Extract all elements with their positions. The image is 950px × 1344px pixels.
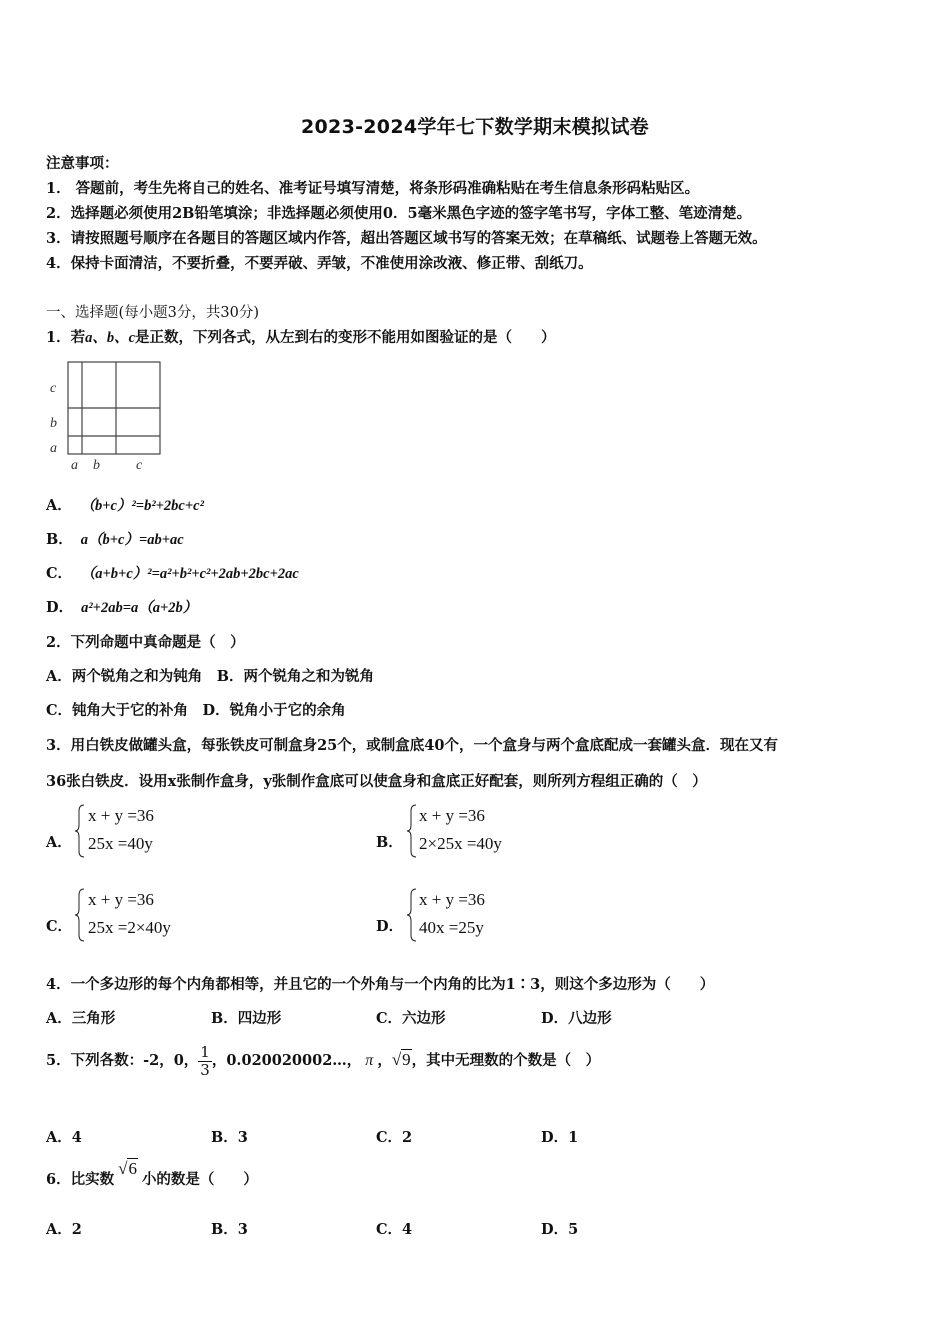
figure-label-bottom-c: c [136, 458, 143, 473]
q5-sep: ， [377, 1052, 392, 1069]
fraction-denominator: 3 [200, 1060, 210, 1079]
q3-option-b-letter[interactable]: B． [376, 834, 403, 851]
q6-sqrt: √6 [118, 1159, 137, 1178]
q5-option-a[interactable]: A．4 [46, 1129, 82, 1146]
q6-option-c[interactable]: C．4 [376, 1221, 413, 1238]
q5-pi: π [365, 1052, 374, 1069]
q3-option-d-system [419, 886, 485, 942]
q2-options-row-2[interactable]: C．钝角大于它的补角 D．锐角小于它的余角 [46, 702, 346, 719]
option-text: （b+c）²=b²+2bc+c² [87, 498, 204, 514]
q5-fraction [198, 1044, 212, 1079]
q1-vars: a、b、c [85, 330, 136, 346]
equation-1: x + y =36 [88, 806, 154, 825]
notice-item-3: 3．请按照题号顺序在各题目的答题区域内作答，超出答题区域书写的答案无效；在草稿纸、试题卷上答题无效。 [46, 230, 767, 247]
sqrt-radicand: 6 [128, 1159, 137, 1178]
q3-option-d-brace [406, 887, 418, 943]
q1-option-b[interactable] [46, 528, 184, 549]
q6-stem-pre: 6．比实数 [46, 1171, 115, 1188]
q2-options-row-1[interactable]: A．两个锐角之和为钝角 B．两个锐角之和为锐角 [46, 668, 375, 685]
q4-option-d[interactable]: D．八边形 [541, 1010, 612, 1027]
q3-option-a-brace [74, 803, 86, 859]
equation-2: 2×25x =40y [419, 834, 502, 853]
option-letter: A． [46, 497, 72, 514]
q1-square-figure [44, 356, 168, 474]
q1-option-c[interactable] [46, 562, 299, 583]
q5-stem-post: ，其中无理数的个数是（ ） [411, 1052, 601, 1069]
q5-option-c[interactable]: C．2 [376, 1129, 413, 1146]
question-4-stem: 4．一个多边形的每个内角都相等，并且它的一个外角与一个内角的比为1∶3，则这个多边形为（ ） [46, 976, 715, 993]
q3-option-d-letter[interactable]: D． [376, 918, 404, 935]
option-text: （a+b+c）²=a²+b²+c²+2ab+2bc+2ac [88, 566, 299, 582]
q6-stem-post: 小的数是（ ） [141, 1171, 258, 1188]
question-6-stem [46, 1159, 258, 1197]
q5-option-b[interactable]: B．3 [211, 1129, 248, 1146]
section-heading: 一、选择题(每小题3分，共30分) [46, 305, 259, 321]
q1-stem-post: 是正数，下列各式，从左到右的变形不能用如图验证的是（ ） [135, 329, 556, 346]
fraction-numerator: 1 [200, 1042, 210, 1061]
q4-option-a[interactable]: A．三角形 [46, 1010, 116, 1027]
question-2-stem: 2．下列命题中真命题是（ ） [46, 634, 245, 651]
q3-option-c-brace [74, 887, 86, 943]
q6-option-a[interactable]: A．2 [46, 1221, 82, 1238]
q3-option-c-system [88, 886, 171, 942]
question-3-line-2: 36张白铁皮．设用x张制作盒身，y张制作盒底可以使盒身和盒底正好配套，则所列方程组正确的（ ） [46, 773, 707, 790]
option-letter: B． [46, 531, 73, 548]
equation-2: 25x =2×40y [88, 918, 171, 937]
q3-option-b-brace [406, 803, 418, 859]
figure-label-bottom-b: b [93, 458, 100, 473]
equation-1: x + y =36 [88, 890, 154, 909]
page-title: 2023-2024学年七下数学期末模拟试卷 [301, 116, 649, 138]
q1-option-d[interactable] [46, 596, 197, 617]
equation-1: x + y =36 [419, 806, 485, 825]
option-letter: C． [46, 565, 73, 582]
equation-2: 40x =25y [419, 918, 484, 937]
q3-option-a-system [88, 802, 154, 858]
equation-1: x + y =36 [419, 890, 485, 909]
q4-option-b[interactable]: B．四边形 [211, 1010, 282, 1027]
figure-label-left-b: b [50, 416, 57, 431]
q3-option-a-letter[interactable]: A． [46, 834, 72, 851]
option-text: a²+2ab=a（a+2b） [81, 600, 198, 616]
option-letter: D． [46, 599, 74, 616]
question-1-stem [46, 326, 556, 347]
figure-label-bottom-a: a [71, 458, 78, 473]
q6-option-d[interactable]: D．5 [541, 1221, 579, 1238]
q5-option-d[interactable]: D．1 [541, 1129, 579, 1146]
notice-item-1: 1． 答题前，考生先将自己的姓名、准考证号填写清楚，将条形码准确粘贴在考生信息条形码粘贴区。 [46, 180, 700, 197]
notice-item-4: 4．保持卡面清洁，不要折叠，不要弄破、弄皱，不准使用涂改液、修正带、刮纸刀。 [46, 255, 593, 272]
q6-option-b[interactable]: B．3 [211, 1221, 248, 1238]
q3-option-b-system [419, 802, 502, 858]
q3-option-c-letter[interactable]: C． [46, 918, 73, 935]
q5-sqrt: √9 [391, 1050, 411, 1069]
equation-2: 25x =40y [88, 834, 153, 853]
q1-stem-pre: 1．若 [46, 329, 86, 346]
option-text: a（b+c）=ab+ac [80, 532, 184, 548]
q5-stem-pre: 5．下列各数：-2，0， [46, 1052, 199, 1069]
figure-label-left-c: c [50, 381, 57, 396]
question-3-line-1: 3．用白铁皮做罐头盒，每张铁皮可制盒身25个，或制盒底40个，一个盒身与两个盒底配成一套罐头盒．现在又有 [46, 737, 778, 754]
question-5-stem [46, 1042, 600, 1079]
notice-heading: 注意事项： [46, 155, 119, 172]
q1-option-a[interactable] [46, 494, 204, 515]
figure-label-left-a: a [50, 441, 57, 456]
sqrt-radicand: 9 [402, 1050, 411, 1069]
q4-option-c[interactable]: C．六边形 [376, 1010, 446, 1027]
q5-stem-mid: ，0.020020002…， [211, 1052, 362, 1069]
notice-item-2: 2．选择题必须使用2B铅笔填涂；非选择题必须使用0．5毫米黑色字迹的签字笔书写，字体工整、笔迹清楚。 [46, 205, 752, 222]
